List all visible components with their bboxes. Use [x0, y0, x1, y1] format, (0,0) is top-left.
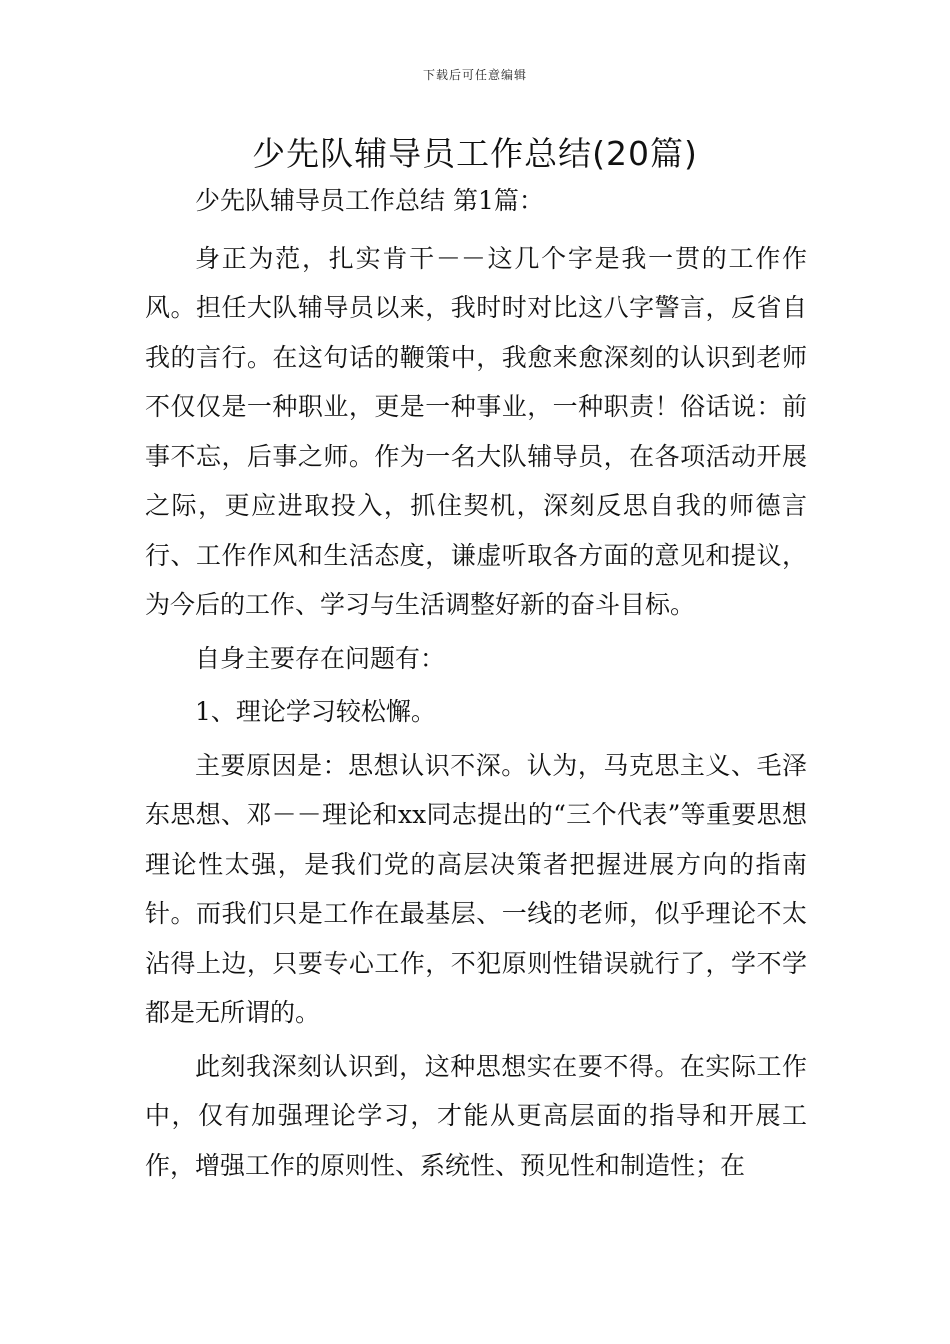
paragraph-5: 此刻我深刻认识到，这种思想实在要不得。在实际工作中，仅有加强理论学习，才能从更高层面的指导和开展工作，增强工作的原则性、系统性、预见性和制造性；在	[145, 1051, 807, 1180]
paragraph-4: 主要原因是：思想认识不深。认为，马克思主义、毛泽东思想、邓－－理论和xx同志提出的“三个代表”等重要思想理论性太强，是我们党的高层决策者把握进展方向的指南针。而我们只是工作在最基层、一线的老师，似乎理论不太沾得上边，只要专心工作，不犯原则性错误就行了，学不学都是无所谓的。	[145, 750, 807, 1027]
paragraph-2: 自身主要存在问题有：	[195, 643, 446, 673]
section-subtitle: 少先队辅导员工作总结 第1篇：	[195, 186, 544, 215]
document-title: 少先队辅导员工作总结(20篇)	[252, 134, 698, 173]
paragraph-3: 1、理论学习较松懈。	[195, 697, 436, 726]
paragraph-1: 身正为范，扎实肯干－－这几个字是我一贯的工作作风。担任大队辅导员以来，我时时对比这八字警言，反省自我的言行。在这句话的鞭策中，我愈来愈深刻的认识到老师不仅仅是一种职业，更是一种事业，一种职责！俗话说：前事不忘，后事之师。作为一名大队辅导员，在各项活动开展之际，更应进取投入，抓住契机，深刻反思自我的师德言行、工作作风和生活态度，谦虚听取各方面的意见和提议，为今后的工作、学习与生活调整好新的奋斗目标。	[145, 243, 807, 619]
document-body	[145, 176, 807, 1190]
header-note: 下载后可任意编辑	[422, 68, 527, 82]
